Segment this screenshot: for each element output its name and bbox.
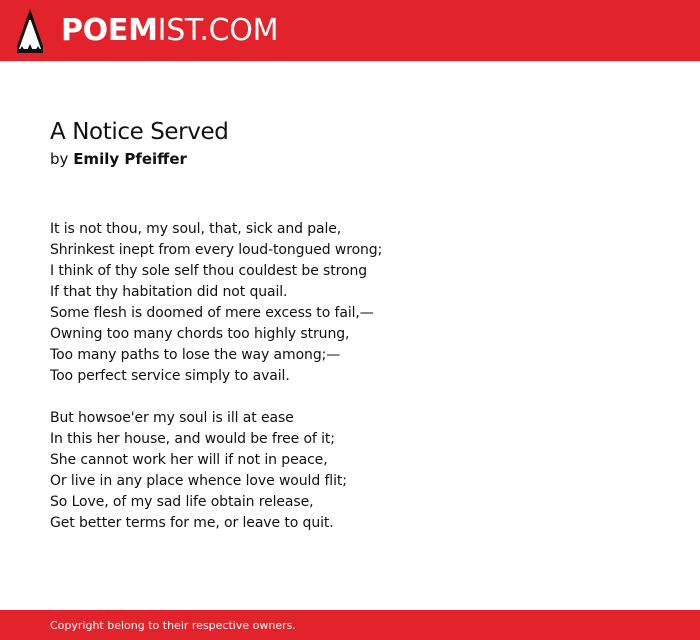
poem-line: Too perfect service simply to avail. bbox=[50, 368, 290, 384]
site-footer bbox=[0, 610, 700, 640]
site-wordmark bbox=[61, 9, 278, 53]
poem-line: I think of thy sole self thou couldest be strong bbox=[50, 263, 368, 279]
poem-line: But howsoe'er my soul is ill at ease bbox=[50, 410, 294, 426]
poem-line: She cannot work her will if not in peace, bbox=[50, 452, 328, 468]
poem-line: If that thy habitation did not quail. bbox=[50, 284, 288, 300]
poem-line: Or live in any place whence love would flit; bbox=[50, 473, 347, 489]
site-wordmark-light: IST.COM bbox=[157, 13, 279, 48]
poem-title: A Notice Served bbox=[50, 119, 229, 145]
copyright-notice: Copyright belong to their respective owners. bbox=[50, 619, 296, 632]
site-logo-link[interactable] bbox=[17, 8, 278, 54]
pencil-logo-icon bbox=[17, 9, 43, 53]
site-header bbox=[0, 0, 700, 61]
poem-line: Some flesh is doomed of mere excess to fail,— bbox=[50, 305, 374, 321]
poem-line: In this her house, and would be free of it; bbox=[50, 431, 335, 447]
poem-author: Emily Pfeiffer bbox=[73, 150, 187, 168]
poem-body bbox=[50, 219, 650, 534]
poem-line: Owning too many chords too highly strung, bbox=[50, 326, 350, 342]
poem-line: So Love, of my sad life obtain release, bbox=[50, 494, 314, 510]
site-wordmark-strong: POEM bbox=[61, 13, 158, 48]
poem-byline bbox=[50, 149, 650, 169]
poem-line: It is not thou, my soul, that, sick and pale, bbox=[50, 221, 342, 237]
poem-stanza bbox=[50, 408, 650, 534]
poem-content bbox=[50, 117, 650, 555]
poem-stanza bbox=[50, 219, 650, 387]
poem-line: Too many paths to lose the way among;— bbox=[50, 347, 341, 363]
poem-line: Shrinkest inept from every loud-tongued wrong; bbox=[50, 242, 383, 258]
poem-line: Get better terms for me, or leave to quit. bbox=[50, 515, 334, 531]
by-label: by bbox=[50, 150, 69, 168]
